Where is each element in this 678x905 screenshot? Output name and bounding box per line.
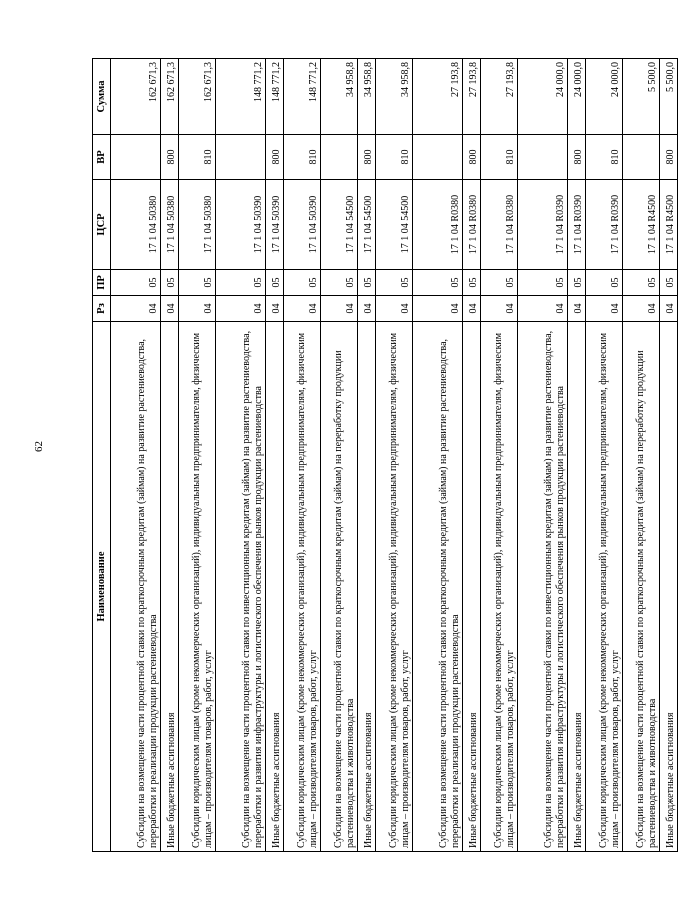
cell-vr: 800 (463, 135, 481, 180)
header-sum: Сумма (93, 59, 111, 135)
cell-name: Субсидии юридическим лицам (кроме некоммерческих организаций), индивидуальным предпринимателям, физическим лицам – производителям товаров, работ, услуг (586, 322, 623, 852)
cell-name: Иные бюджетные ассигнования (266, 322, 284, 852)
cell-sum: 162 671,3 (111, 59, 161, 135)
cell-pr: 05 (321, 270, 358, 296)
cell-name: Иные бюджетные ассигнования (568, 322, 586, 852)
cell-vr: 810 (284, 135, 321, 180)
cell-sum: 162 671,3 (179, 59, 216, 135)
budget-table (92, 58, 678, 852)
cell-rz: 04 (111, 296, 161, 322)
cell-csr: 17 1 04 R0380 (463, 180, 481, 270)
header-csr: ЦСР (93, 180, 111, 270)
cell-vr: 800 (358, 135, 376, 180)
table-row (376, 59, 413, 852)
cell-name: Иные бюджетные ассигнования (358, 322, 376, 852)
table-row (111, 59, 161, 852)
cell-csr: 17 1 04 50390 (266, 180, 284, 270)
cell-sum: 34 958,8 (376, 59, 413, 135)
cell-vr (623, 135, 660, 180)
cell-pr: 05 (518, 270, 568, 296)
cell-vr (413, 135, 463, 180)
cell-csr: 17 1 04 R0390 (586, 180, 623, 270)
cell-csr: 17 1 04 R0380 (413, 180, 463, 270)
cell-name: Иные бюджетные ассигнования (161, 322, 179, 852)
cell-csr: 17 1 04 R4500 (623, 180, 660, 270)
cell-pr: 05 (358, 270, 376, 296)
header-rz: Рз (93, 296, 111, 322)
table-row (216, 59, 266, 852)
cell-pr: 05 (111, 270, 161, 296)
cell-rz: 04 (463, 296, 481, 322)
cell-pr: 05 (586, 270, 623, 296)
table-row (321, 59, 358, 852)
table-row (660, 59, 678, 852)
table-row (284, 59, 321, 852)
cell-vr: 800 (660, 135, 678, 180)
cell-pr: 05 (376, 270, 413, 296)
cell-vr: 810 (586, 135, 623, 180)
cell-rz: 04 (518, 296, 568, 322)
cell-name: Субсидии на возмещение части процентной ставки по краткосрочным кредитам (займам) на развитие растениеводства, переработки и реализации продукции растениеводства (413, 322, 463, 852)
cell-rz: 04 (660, 296, 678, 322)
header-row (93, 59, 111, 852)
cell-pr: 05 (463, 270, 481, 296)
cell-csr: 17 1 04 R0390 (518, 180, 568, 270)
cell-name: Субсидии юридическим лицам (кроме некоммерческих организаций), индивидуальным предпринимателям, физическим лицам – производителям товаров, работ, услуг (376, 322, 413, 852)
cell-name: Субсидии на возмещение части процентной ставки по инвестиционным кредитам (займам) на развитие растениеводства, переработки и развития инфраструктуры и логистического обеспечения рынков продукции растениеводства (216, 322, 266, 852)
cell-name: Иные бюджетные ассигнования (463, 322, 481, 852)
cell-pr: 05 (623, 270, 660, 296)
cell-pr: 05 (413, 270, 463, 296)
cell-vr: 810 (179, 135, 216, 180)
table-row (481, 59, 518, 852)
rotated-table-container (92, 59, 676, 852)
cell-vr (518, 135, 568, 180)
cell-vr: 800 (568, 135, 586, 180)
cell-rz: 04 (568, 296, 586, 322)
table-row (266, 59, 284, 852)
cell-pr: 05 (179, 270, 216, 296)
table-row (161, 59, 179, 852)
cell-vr: 800 (266, 135, 284, 180)
cell-pr: 05 (216, 270, 266, 296)
cell-name: Иные бюджетные ассигнования (660, 322, 678, 852)
cell-sum: 148 771,2 (266, 59, 284, 135)
cell-csr: 17 1 04 50380 (161, 180, 179, 270)
cell-sum: 34 958,8 (358, 59, 376, 135)
cell-csr: 17 1 04 R0380 (481, 180, 518, 270)
header-name: Наименование (93, 322, 111, 852)
cell-name: Субсидии юридическим лицам (кроме некоммерческих организаций), индивидуальным предпринимателям, физическим лицам – производителям товаров, работ, услуг (284, 322, 321, 852)
cell-rz: 04 (266, 296, 284, 322)
cell-csr: 17 1 04 50390 (284, 180, 321, 270)
cell-pr: 05 (161, 270, 179, 296)
cell-pr: 05 (481, 270, 518, 296)
page-number: 62 (33, 441, 45, 452)
cell-rz: 04 (623, 296, 660, 322)
cell-csr: 17 1 04 50390 (216, 180, 266, 270)
cell-sum: 5 500,0 (660, 59, 678, 135)
table-row (568, 59, 586, 852)
cell-sum: 148 771,2 (284, 59, 321, 135)
cell-vr: 810 (481, 135, 518, 180)
cell-vr (216, 135, 266, 180)
cell-sum: 24 000,0 (518, 59, 568, 135)
cell-vr (111, 135, 161, 180)
cell-name: Субсидии юридическим лицам (кроме некоммерческих организаций), индивидуальным предпринимателям, физическим лицам – производителям товаров, работ, услуг (179, 322, 216, 852)
cell-name: Субсидии на возмещение части процентной ставки по краткосрочным кредитам (займам) на переработку продукции растениеводства и животноводства (321, 322, 358, 852)
cell-pr: 05 (660, 270, 678, 296)
cell-rz: 04 (481, 296, 518, 322)
cell-csr: 17 1 04 50380 (179, 180, 216, 270)
cell-pr: 05 (568, 270, 586, 296)
cell-sum: 148 771,2 (216, 59, 266, 135)
cell-vr: 810 (376, 135, 413, 180)
cell-csr: 17 1 04 50380 (111, 180, 161, 270)
header-vr: ВР (93, 135, 111, 180)
cell-name: Субсидии юридическим лицам (кроме некоммерческих организаций), индивидуальным предпринимателям, физическим лицам – производителям товаров, работ, услуг (481, 322, 518, 852)
cell-sum: 24 000,0 (586, 59, 623, 135)
cell-rz: 04 (376, 296, 413, 322)
table-row (518, 59, 568, 852)
cell-csr: 17 1 04 R0390 (568, 180, 586, 270)
cell-rz: 04 (179, 296, 216, 322)
table-row (586, 59, 623, 852)
cell-pr: 05 (284, 270, 321, 296)
table-row (463, 59, 481, 852)
cell-sum: 24 000,0 (568, 59, 586, 135)
cell-rz: 04 (216, 296, 266, 322)
cell-sum: 5 500,0 (623, 59, 660, 135)
table-row (358, 59, 376, 852)
cell-csr: 17 1 04 R4500 (660, 180, 678, 270)
cell-name: Субсидии на возмещение части процентной ставки по инвестиционным кредитам (займам) на развитие растениеводства, переработки и развития инфраструктуры и логистического обеспечения рынков продукции растениеводства (518, 322, 568, 852)
cell-sum: 27 193,8 (481, 59, 518, 135)
cell-pr: 05 (266, 270, 284, 296)
table-body (111, 59, 678, 852)
cell-csr: 17 1 04 54500 (321, 180, 358, 270)
cell-rz: 04 (358, 296, 376, 322)
cell-rz: 04 (586, 296, 623, 322)
cell-csr: 17 1 04 54500 (376, 180, 413, 270)
table-row (413, 59, 463, 852)
cell-rz: 04 (161, 296, 179, 322)
cell-sum: 27 193,8 (463, 59, 481, 135)
table-row (623, 59, 660, 852)
cell-csr: 17 1 04 54500 (358, 180, 376, 270)
header-pr: ПР (93, 270, 111, 296)
cell-sum: 162 671,3 (161, 59, 179, 135)
cell-vr: 800 (161, 135, 179, 180)
cell-rz: 04 (284, 296, 321, 322)
cell-sum: 27 193,8 (413, 59, 463, 135)
cell-vr (321, 135, 358, 180)
cell-name: Субсидии на возмещение части процентной ставки по краткосрочным кредитам (займам) на переработку продукции растениеводства и животноводства (623, 322, 660, 852)
cell-rz: 04 (413, 296, 463, 322)
table-row (179, 59, 216, 852)
cell-sum: 34 958,8 (321, 59, 358, 135)
cell-rz: 04 (321, 296, 358, 322)
cell-name: Субсидии на возмещение части процентной ставки по краткосрочным кредитам (займам) на развитие растениеводства, переработки и реализации продукции растениеводства (111, 322, 161, 852)
